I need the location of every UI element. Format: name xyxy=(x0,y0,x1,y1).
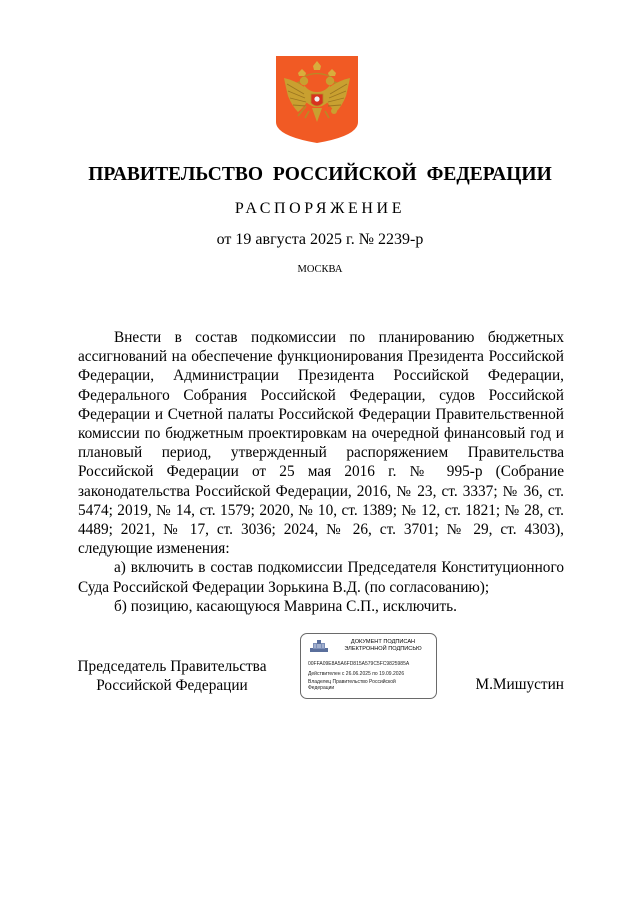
coat-of-arms-emblem xyxy=(276,56,358,143)
order-paragraph-main: Внести в состав подкомиссии по планированию бюджетных ассигнований на обеспечение функционирования Президента Российской Федерации, Администрации Президента Российской Федерации, Федерального Собрания Российской Федерации, судов Российской Федерации и Счетной палаты Российской Федерации Правительственной комиссии по бюджетным проектировкам на очередной финансовый год и плановый период, утвержденный распоряжением Правительства Российской Федерации от 25 мая 2016 г. № 995-р (Собрание законодательства Российской Федерации, 2016, № 23, ст. 3337; № 36, ст. 5474; 2019, № 14, ст. 1579; 2020, № 10, ст. 1389; № 12, ст. 1821; № 28, ст. 4489; 2021, № 17, ст. 3036; 2024, № 26, ст. 3701; № 29, ст. 4303), следующие изменения: xyxy=(78,329,564,558)
stamp-owner: Владелец Правительство Российской xyxy=(308,679,396,685)
double-headed-eagle-icon xyxy=(276,56,358,143)
document-type: РАСПОРЯЖЕНИЕ xyxy=(234,200,406,217)
stamp-owner: Федерации xyxy=(308,685,335,691)
stamp-heading xyxy=(331,639,435,653)
stamp-heading-line: ЭЛЕКТРОННОЙ ПОДПИСЬЮ xyxy=(344,646,422,652)
electronic-signature-stamp xyxy=(300,633,437,699)
government-building-icon xyxy=(309,639,329,653)
signer-name: М.Мишустин xyxy=(475,676,564,693)
order-paragraph-b: б) позицию, касающуюся Маврина С.П., исключить. xyxy=(114,597,457,615)
stamp-validity: Действителен с 26.06.2025 по 19.09.2026 xyxy=(308,671,405,677)
order-paragraph-a: а) включить в состав подкомиссии Председателя Конституционного Суда Российской Федерации Зорькина В.Д. (по согласованию); xyxy=(78,559,564,596)
document-date-number: от 19 августа 2025 г. № 2239-р xyxy=(216,231,424,248)
stamp-heading-line: ДОКУМЕНТ ПОДПИСАН xyxy=(350,639,416,645)
signer-position xyxy=(66,657,278,695)
government-name-heading: ПРАВИТЕЛЬСТВО РОССИЙСКОЙ ФЕДЕРАЦИИ xyxy=(88,164,552,185)
order-text xyxy=(78,328,564,616)
document-city: МОСКВА xyxy=(297,264,343,275)
signer-position-line: Российской Федерации xyxy=(96,677,248,694)
stamp-certificate-number: 00FFA09E8A5A6FD815A579C5FC9825985A xyxy=(308,661,410,667)
signer-position-line: Председатель Правительства xyxy=(77,658,267,675)
